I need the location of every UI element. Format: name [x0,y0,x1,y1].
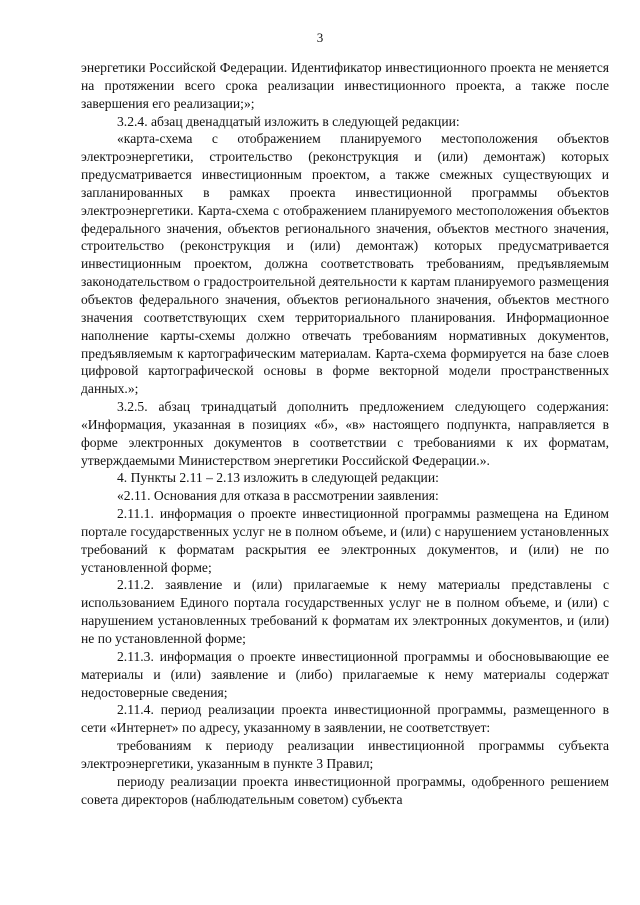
paragraph-2-11-2: 2.11.2. заявление и (или) прилагаемые к нему материалы представлены с использованием Единого портала государственных услуг не в полном объеме, и (или) с нарушением установленных требований к форматам их электронных документов, и (или) не по установленной форме; [81,577,609,646]
paragraph-2-11: «2.11. Основания для отказа в рассмотрении заявления: [117,488,439,504]
document-body [81,59,609,808]
page-number: 3 [316,30,324,45]
paragraph-2-11-1: 2.11.1. информация о проекте инвестиционной программы размещена на Едином портале государственных услуг не в полном объеме, и (или) с нарушением установленных требований к форматам раскрытия ее электронных документов, и (или) не по установленной форме; [81,506,609,575]
paragraph-period-requirements: требованиям к периоду реализации инвестиционной программы субъекта электроэнергетики, указанным в пункте 3 Правил; [81,738,609,771]
paragraph-continuation: энергетики Российской Федерации. Идентификатор инвестиционного проекта не меняется на протяжении всего срока реализации инвестиционного проекта, а также после завершения его реализации;»; [81,60,609,111]
paragraph-map-scheme-quote: «карта-схема с отображением планируемого местоположения объектов электроэнергетики, строительство (реконструкция и (или) демонтаж) которых предусматривается инвестиционным проектом, а также смежных существующих и запланированных в рамках проекта инвестиционной программы объектов электроэнергетики. Карта-схема с отображением планируемого местоположения объектов федерального значения, объектов регионального значения, объектов местного значения, строительство (реконструкция и (или) демонтаж) которых предусматривается инвестиционным проектом, должна соответствовать требованиям, предъявляемым законодательством о градостроительной деятельности к картам планируемого размещения объектов федерального значения, объектов регионального значения, объектов местного значения соответствующих схем территориального планирования. Информационное наполнение карты-схемы должно отвечать требованиям нормативных документов, предъявляемым к картографическим материалам. Карта-схема формируется на базе слоев цифровой картографической основы в форме векторной модели пространственных данных.»; [81,131,609,397]
paragraph-approved-period: периоду реализации проекта инвестиционной программы, одобренного решением совета директоров (наблюдательным советом) субъекта [81,773,609,807]
paragraph-2-11-4: 2.11.4. период реализации проекта инвестиционной программы, размещенного в сети «Интернет» по адресу, указанному в заявлении, не соответствует: [81,702,609,736]
paragraph-item-4: 4. Пункты 2.11 – 2.13 изложить в следующей редакции: [117,470,439,486]
paragraph-3-2-4: 3.2.4. абзац двенадцатый изложить в следующей редакции: [117,113,460,129]
paragraph-3-2-5: 3.2.5. абзац тринадцатый дополнить предложением следующего содержания: «Информация, указанная в позициях «б», «в» настоящего подпункта, направляется в форме электронных документов в соответствии с требованиями к их форматам, утверждаемыми Министерством энергетики Российской Федерации.». [81,399,609,468]
paragraph-2-11-3: 2.11.3. информация о проекте инвестиционной программы и обосновывающие ее материалы и (или) заявление и (либо) прилагаемые к нему материалы содержат недостоверные сведения; [81,648,609,700]
